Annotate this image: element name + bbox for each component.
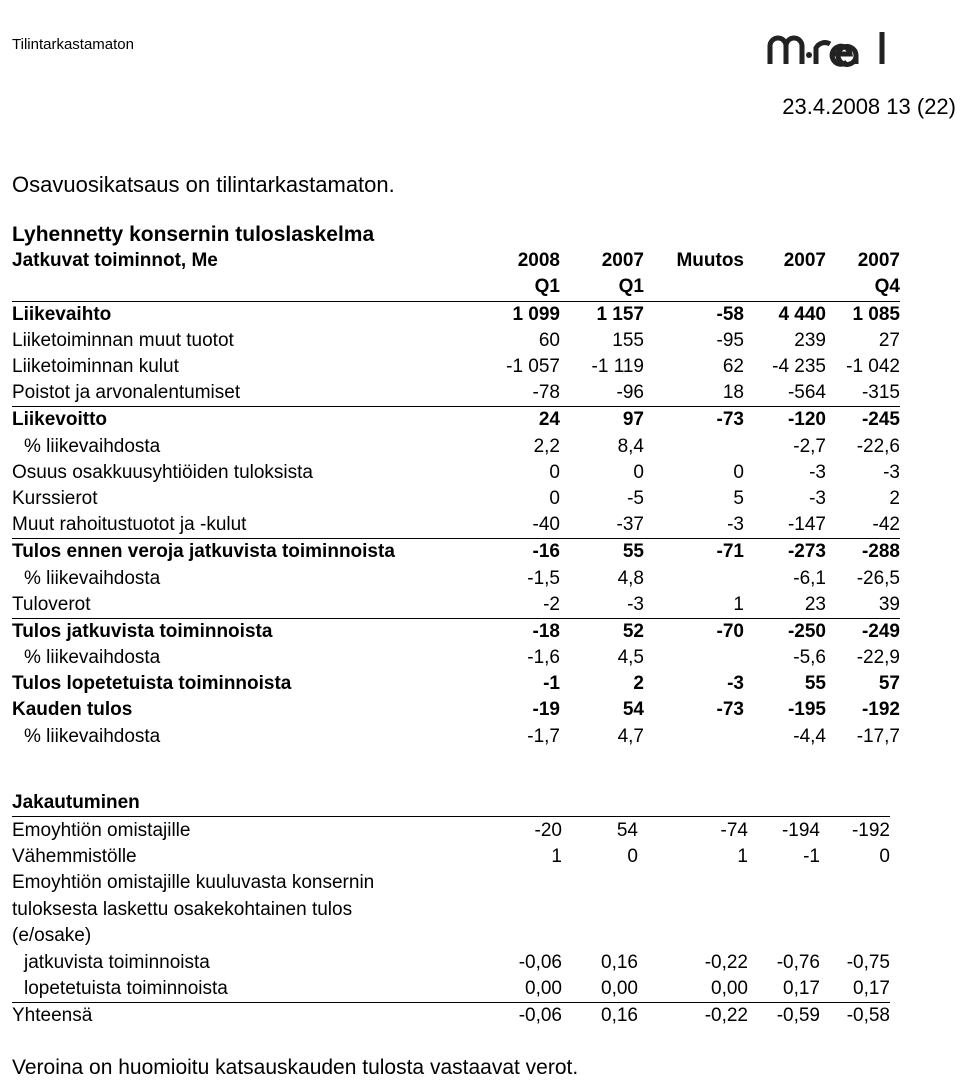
value-cell: 0 [879,845,890,867]
value-cell: -249 [826,618,900,645]
value-cell: -147 [787,514,826,536]
value-cell: -288 [826,539,900,566]
value-cell: 2 [889,487,900,509]
value-cell: 39 [878,593,900,615]
value-cell: -192 [861,699,900,721]
value-cell: -22,9 [856,647,900,669]
m-real-logo [766,26,890,68]
value-cell: 23 [804,593,826,615]
value-cell: -3 [627,593,644,615]
row-label: Lyhennetty konsernin tuloslaskelma [12,223,375,247]
row-label: Jakautuminen [12,790,890,817]
distribution-table [12,790,890,1030]
value-cell: 239 [794,329,826,351]
value-cell: -1 057 [506,356,560,378]
intro-text: Osavuosikatsaus on tilintarkastamaton. [12,172,395,197]
value-cell: -0,76 [776,951,820,973]
value-cell: -37 [616,514,644,536]
value-cell: -4,4 [793,725,826,747]
table-row [12,301,900,328]
table-row [12,618,900,645]
value-cell: 0,16 [601,951,638,973]
row-label: Liiketoiminnan muut tuotot [12,329,234,351]
value-cell [644,274,744,301]
value-cell: 5 [733,487,744,509]
value-cell [644,434,744,460]
value-cell: 55 [560,539,644,566]
row-label: lopetetuista toiminnoista [24,977,228,999]
table-row [12,976,890,1003]
value-cell: Q1 [618,276,644,298]
row-label: % liikevaihdosta [24,647,161,669]
value-cell: -0,58 [820,1003,890,1030]
value-cell: 54 [622,699,644,721]
eps-label-line [12,923,890,949]
value-cell: 97 [560,407,644,434]
table-row [12,328,900,354]
row-label: Kauden tulos [12,699,133,721]
value-cell: 2007 [783,250,826,272]
value-cell: -2,7 [793,435,826,457]
value-cell: 1 [737,845,748,867]
value-cell [644,645,744,671]
table-row [12,949,890,975]
table-row [12,407,900,434]
row-label: % liikevaihdosta [24,435,161,457]
value-cell: -245 [826,407,900,434]
value-cell: 18 [722,382,744,404]
table-row [12,486,900,512]
table-row [12,460,900,486]
eps-label-line [12,897,890,923]
value-cell: 1 099 [476,301,560,328]
table-row [12,592,900,619]
value-cell: 0 [549,487,560,509]
table-row [12,512,900,539]
value-cell: 155 [612,329,644,351]
value-cell: -96 [616,382,644,404]
value-cell: -19 [532,699,560,721]
row-label: % liikevaihdosta [24,725,161,747]
value-cell: 1 085 [826,301,900,328]
value-cell: -71 [644,539,744,566]
value-cell: 52 [560,618,644,645]
value-cell: 1 157 [560,301,644,328]
value-cell: -16 [476,539,560,566]
value-cell: 0,00 [711,977,748,999]
value-cell: 0 [549,461,560,483]
value-cell: 1 [733,593,744,615]
row-label: Tulos ennen veroja jatkuvista toiminnoista [12,539,476,566]
value-cell: -3 [883,461,900,483]
value-cell: 0 [633,461,644,483]
value-cell: 24 [476,407,560,434]
value-cell: -3 [809,461,826,483]
value-cell: -0,59 [748,1003,820,1030]
distribution-title [12,790,890,817]
value-cell: -195 [787,699,826,721]
value-cell: 57 [878,673,900,695]
header-status: Tilintarkastamaton [12,36,134,53]
eps-label-line [12,870,890,896]
table-row [12,539,900,566]
value-cell: 62 [722,356,744,378]
row-label: (e/osake) [12,925,92,947]
row-label: Emoyhtiön omistajille [12,819,191,841]
row-label: Osuus osakkuusyhtiöiden tuloksista [12,461,313,483]
value-cell: 4,5 [617,647,644,669]
row-label: % liikevaihdosta [24,567,161,589]
value-cell: -1,5 [527,567,560,589]
row-label: tuloksesta laskettu osakekohtainen tulos [12,898,353,920]
value-cell: -70 [644,618,744,645]
row-label: Tuloverot [12,593,91,615]
value-cell: 2007 [857,250,900,272]
value-cell: -120 [744,407,826,434]
value-cell: -3 [727,673,744,695]
value-cell: 0 [733,461,744,483]
value-cell: Q1 [534,276,560,298]
value-cell: Muutos [676,250,744,272]
value-cell: 2 [633,673,644,695]
value-cell: 0,17 [853,977,890,999]
value-cell [644,565,744,591]
row-label: jatkuvista toiminnoista [24,951,210,973]
value-cell: -3 [727,514,744,536]
value-cell: 0,17 [783,977,820,999]
column-subheader-row [12,274,900,301]
table-row [12,671,900,697]
value-cell: -40 [532,514,560,536]
value-cell: 1 [551,845,562,867]
table-row [12,645,900,671]
value-cell: 0,16 [562,1003,638,1030]
value-cell: -1 119 [591,356,644,378]
value-cell: -20 [534,819,562,841]
value-cell: -22,6 [856,435,900,457]
value-cell: -250 [744,618,826,645]
value-cell [644,724,744,750]
value-cell: 2,2 [533,435,560,457]
value-cell: -0,06 [476,1003,562,1030]
value-cell: -315 [861,382,900,404]
page-date: 23.4.2008 13 (22) [782,94,956,119]
income-statement-table [12,222,900,750]
value-cell: -26,5 [856,567,900,589]
value-cell: -17,7 [856,725,900,747]
value-cell: -73 [644,407,744,434]
value-cell: -42 [872,514,900,536]
value-cell: -95 [716,329,744,351]
value-cell: -1,7 [527,725,560,747]
table-row [12,1003,890,1030]
row-label: Vähemmistölle [12,845,137,867]
row-label [12,274,476,301]
row-label: Tulos lopetetuista toiminnoista [12,673,292,695]
value-cell: 4 440 [744,301,826,328]
value-cell: 4,7 [617,725,644,747]
value-cell: 0,00 [601,977,638,999]
row-label: Muut rahoitustuotot ja -kulut [12,514,247,536]
value-cell: -0,22 [638,1003,748,1030]
value-cell: -0,06 [518,951,562,973]
value-cell: -1 042 [846,356,900,378]
table-row [12,565,900,591]
value-cell: -3 [809,487,826,509]
row-label: Liikevaihto [12,301,476,328]
value-cell: 0 [627,845,638,867]
footnote: Veroina on huomioitu katsauskauden tulosta vastaavat verot. [12,1056,579,1079]
table-row [12,354,900,380]
row-label: Emoyhtiön omistajille kuuluvasta konsernin [12,872,375,894]
column-header-row [12,248,900,274]
value-cell: Q4 [874,276,900,298]
table-row [12,817,890,844]
table-row [12,697,900,723]
value-cell: -0,22 [704,951,748,973]
value-cell: -192 [851,819,890,841]
row-label: Liiketoiminnan kulut [12,356,179,378]
value-cell: 4,8 [617,567,644,589]
value-cell: -1 [803,845,820,867]
value-cell: 2008 [517,250,560,272]
row-label: Liikevoitto [12,407,476,434]
value-cell: -5 [627,487,644,509]
value-cell: -5,6 [793,647,826,669]
value-cell: -74 [720,819,748,841]
row-label: Kurssierot [12,487,98,509]
value-cell: -273 [744,539,826,566]
value-cell: 8,4 [617,435,644,457]
value-cell: -564 [787,382,826,404]
value-cell: -0,75 [846,951,890,973]
value-cell: -6,1 [793,567,826,589]
value-cell: 0,00 [525,977,562,999]
value-cell: -78 [532,382,560,404]
row-label: Jatkuvat toiminnot, Me [12,250,218,272]
value-cell: 54 [616,819,638,841]
value-cell: 2007 [601,250,644,272]
table-row [12,844,890,870]
value-cell: -73 [716,699,744,721]
row-label: Yhteensä [12,1003,476,1030]
value-cell: -1 [543,673,560,695]
statement-title [12,222,900,248]
value-cell: 55 [804,673,826,695]
value-cell: 27 [878,329,900,351]
value-cell: -1,6 [527,647,560,669]
table-row [12,724,900,750]
value-cell: 60 [538,329,560,351]
value-cell: -2 [543,593,560,615]
value-cell: -4 235 [772,356,826,378]
value-cell: -58 [644,301,744,328]
table-row [12,380,900,407]
row-label: Poistot ja arvonalentumiset [12,382,241,404]
value-cell: -194 [781,819,820,841]
value-cell [744,274,826,301]
table-row [12,434,900,460]
value-cell: -18 [476,618,560,645]
row-label: Tulos jatkuvista toiminnoista [12,618,476,645]
